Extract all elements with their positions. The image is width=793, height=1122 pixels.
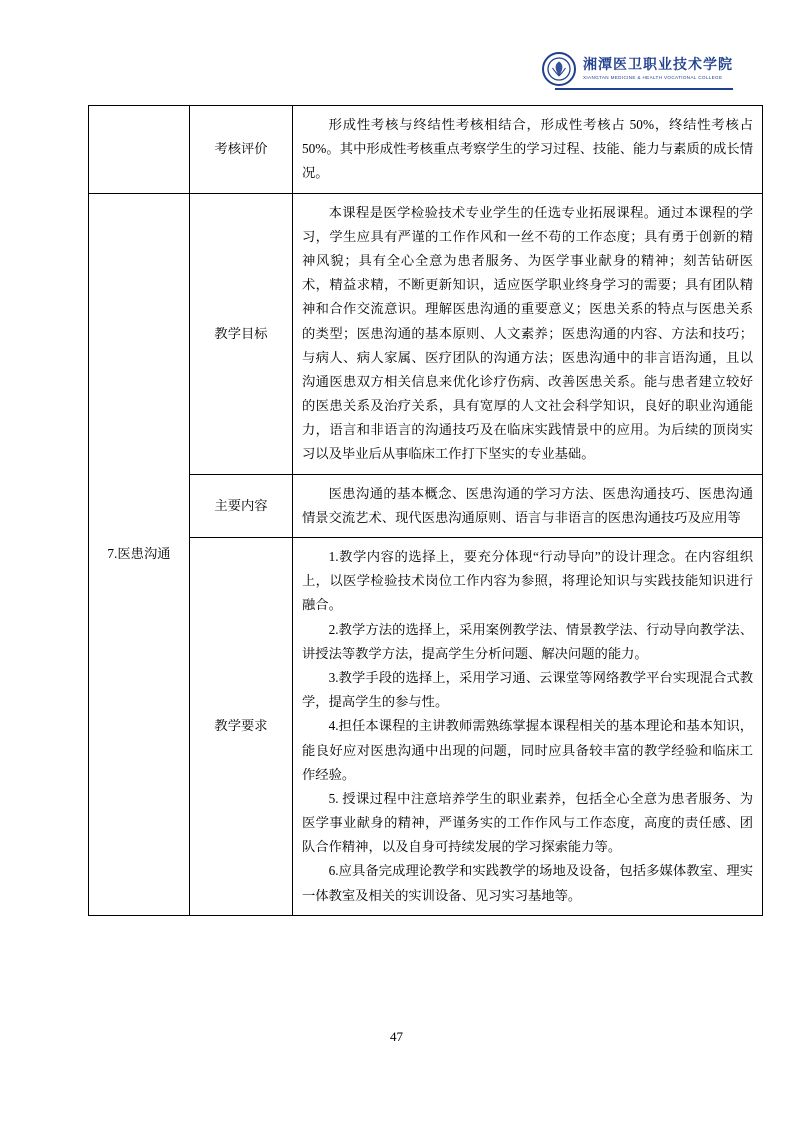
row-content-cell (293, 538, 763, 916)
content-paragraph: 6.应具备完成理论教学和实践教学的场地及设备，包括多媒体教室、理实一体教室及相关的实训设备、见习实习基地等。 (302, 863, 753, 903)
category-text: 教学目标 (214, 325, 268, 341)
content-paragraph: 5. 授课过程中注意培养学生的职业素养，包括全心全意为患者服务、为医学事业献身的精神，严谨务实的工作作风与工作态度，高度的责任感、团队合作精神，以及自身可持续发展的学习探索能力等。 (302, 790, 753, 855)
content-paragraph: 本课程是医学检验技术专业学生的任选专业拓展课程。通过本课程的学习，学生应具有严谨的工作作风和一丝不苟的工作态度；具有勇于创新的精神风貌；具有全心全意为患者服务、为医学事业献身的精神；刻苦钻研医术，精益求精，不断更新知识，适应医学职业终身学习的需要；具有团队精神和合作交流意识。理解医患沟通的重要意义；医患关系的特点与医患关系的类型；医患沟通的基本原则、人文素养；医患沟通的内容、方法和技巧；与病人、病人家属、医疗团队的沟通方法；医患沟通中的非言语沟通，且以沟通医患双方相关信息来优化诊疗伤病、改善医患关系。能与患者建立较好的医患关系及治疗关系，具有宽厚的人文社会科学知识，良好的职业沟通能力，语言和非语言的沟通技巧及在临床实践情景中的应用。为后续的顶岗实习以及毕业后从事临床工作打下坚实的专业基础。 (302, 204, 753, 462)
row-category-label (190, 538, 293, 916)
table-row (89, 474, 763, 537)
category-text: 考核评价 (214, 141, 268, 157)
content-paragraph: 1.教学内容的选择上，要充分体现“行动导向”的设计理念。在内容组织上，以医学检验技术岗位工作内容为参照，将理论知识与实践技能知识进行融合。 (302, 549, 753, 613)
row-course-label (89, 193, 190, 915)
row-category-label (190, 474, 293, 537)
table-row (89, 193, 763, 474)
college-name-cn: 湘潭医卫职业技术学院 (583, 57, 733, 73)
college-logo-text (583, 58, 733, 80)
university-seal-icon (542, 52, 576, 86)
row-category-label (190, 193, 293, 474)
college-name-en: XIANGTAN MEDICINE & HEALTH VOCATIONAL COLLEGE (583, 74, 723, 80)
row-category-label (190, 106, 293, 194)
logo-divider (555, 88, 733, 90)
table-row (89, 538, 763, 916)
category-text: 主要内容 (214, 497, 268, 513)
course-outline-table (88, 105, 763, 916)
category-text: 教学要求 (214, 718, 268, 734)
table-row (89, 106, 763, 194)
college-logo (542, 52, 733, 86)
row-content-cell (293, 193, 763, 474)
content-paragraph: 医患沟通的基本概念、医患沟通的学习方法、医患沟通技巧、医患沟通情景交流艺术、现代医患沟通原则、语言与非语言的医患沟通技巧及应用等 (302, 485, 753, 525)
content-paragraph: 3.教学手段的选择上，采用学习通、云课堂等网络教学平台实现混合式教学，提高学生的参与性。 (302, 669, 753, 710)
row-course-label (89, 106, 190, 194)
page-number: 47 (390, 1029, 403, 1044)
row-content-cell (293, 474, 763, 537)
content-paragraph: 形成性考核与终结性考核相结合，形成性考核占 50%，终结性考核占 50%。其中形成性考核重点考察学生的学习过程、技能、能力与素质的成长情况。 (302, 117, 753, 181)
row-content-cell (293, 106, 763, 194)
content-paragraph: 4.担任本课程的主讲教师需熟练掌握本课程相关的基本理论和基本知识，能良好应对医患沟通中出现的问题，同时应具备较丰富的教学经验和临床工作经验。 (302, 718, 753, 782)
course-title-text: 7.医患沟通 (107, 546, 171, 562)
content-paragraph: 2.教学方法的选择上，采用案例教学法、情景教学法、行动导向教学法、讲授法等教学方法，提高学生分析问题、解决问题的能力。 (302, 621, 753, 661)
